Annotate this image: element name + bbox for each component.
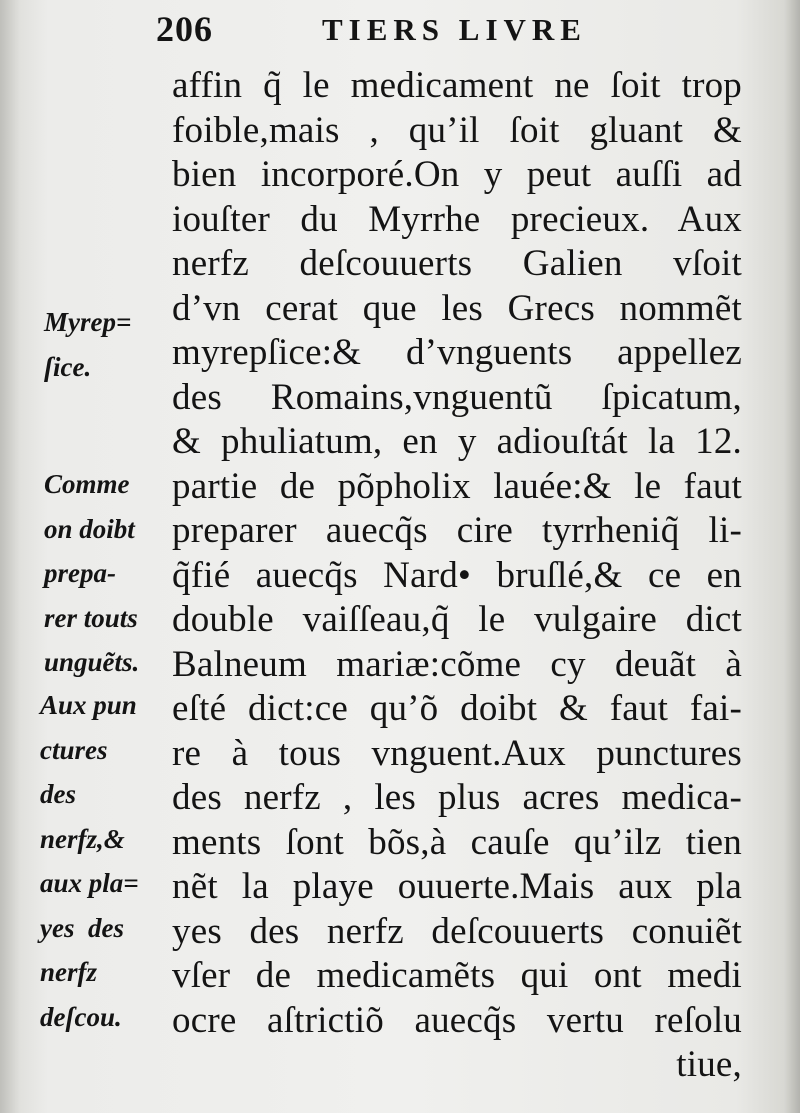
- text-line: eſté dict:ce qu’õ doibt & faut fai-: [172, 688, 742, 729]
- text-line: ocre aſtrictiõ auecq̃s vertu reſolu: [172, 999, 742, 1041]
- text-line: yes des nerfz deſcouuerts conuiẽt: [172, 910, 742, 952]
- page-number: 206: [156, 9, 213, 49]
- text-line: d’vn cerat que les Grecs nommẽt: [172, 287, 742, 329]
- running-head: TIERS LIVRE: [322, 12, 587, 47]
- text-line: des Romains,vnguentũ ſpicatum,: [172, 376, 742, 418]
- text-line: myrepſice:& d’vnguents appellez: [172, 332, 742, 373]
- text-line: Balneum mariæ:cõme cy deuãt à: [172, 643, 742, 685]
- margin-note-line: rer touts: [44, 602, 138, 633]
- page-header: [152, 8, 772, 52]
- text-line: double vaiſſeau,q̃ le vulgaire dict: [172, 599, 742, 640]
- text-line: affin q̃ le medicament ne ſoit trop: [172, 65, 742, 106]
- margin-note-myrepsice: [44, 300, 131, 389]
- text-line: preparer auecq̃s cire tyrrheniq̃ li-: [172, 510, 742, 551]
- margin-note-line: ſice.: [44, 351, 92, 382]
- text-line: & phuliatum, en y adiouſtát la 12.: [172, 421, 742, 462]
- margin-note-line: on doibt: [44, 513, 135, 544]
- text-line: des nerfz , les plus acres medica-: [172, 777, 742, 818]
- margin-note-comme: [44, 462, 139, 685]
- margin-note-line: aux pla=: [40, 868, 139, 898]
- margin-note-line: ctures: [40, 734, 108, 765]
- text-line: foible,mais , qu’il ſoit gluant &: [172, 109, 742, 151]
- text-line: vſer de medicamẽts qui ont medi: [172, 955, 742, 996]
- page-edge-shadow: [784, 0, 800, 1113]
- margin-note-line: unguẽts.: [44, 647, 140, 677]
- text-line-final: tiue,: [676, 1044, 742, 1085]
- margin-note-line: Myrep=: [44, 307, 132, 337]
- margin-note-aux: [40, 683, 139, 1039]
- text-line: partie de põpholix lauée:& le faut: [172, 465, 742, 507]
- text-line: iouſter du Myrrhe precieux. Aux: [172, 198, 742, 240]
- margin-note-line: des: [40, 779, 76, 809]
- margin-note-line: nerfz,&: [40, 823, 125, 854]
- text-line: ments ſont bõs,à cauſe qu’ilz tien: [172, 821, 742, 863]
- text-line: nẽt la playe ouuerte.Mais aux pla: [172, 866, 742, 907]
- text-line: re à tous vnguent.Aux punctures: [172, 732, 742, 774]
- margin-note-line: Aux pun: [40, 690, 137, 720]
- margin-note-line: deſcou.: [40, 1001, 122, 1032]
- margin-note-line: prepa-: [44, 558, 116, 588]
- text-line: q̃fié auecq̃s Nard• bruſlé,& ce en: [172, 554, 742, 596]
- margin-note-line: Comme: [44, 469, 130, 499]
- margin-note-line: yes des: [40, 912, 124, 943]
- text-line: nerfz deſcouuerts Galien vſoit: [172, 243, 742, 284]
- margin-note-line: nerfz: [40, 957, 98, 987]
- text-line: bien incorporé.On y peut auſſi ad: [172, 154, 742, 195]
- gutter-shadow: [0, 0, 20, 1113]
- main-text-block: [172, 64, 742, 1088]
